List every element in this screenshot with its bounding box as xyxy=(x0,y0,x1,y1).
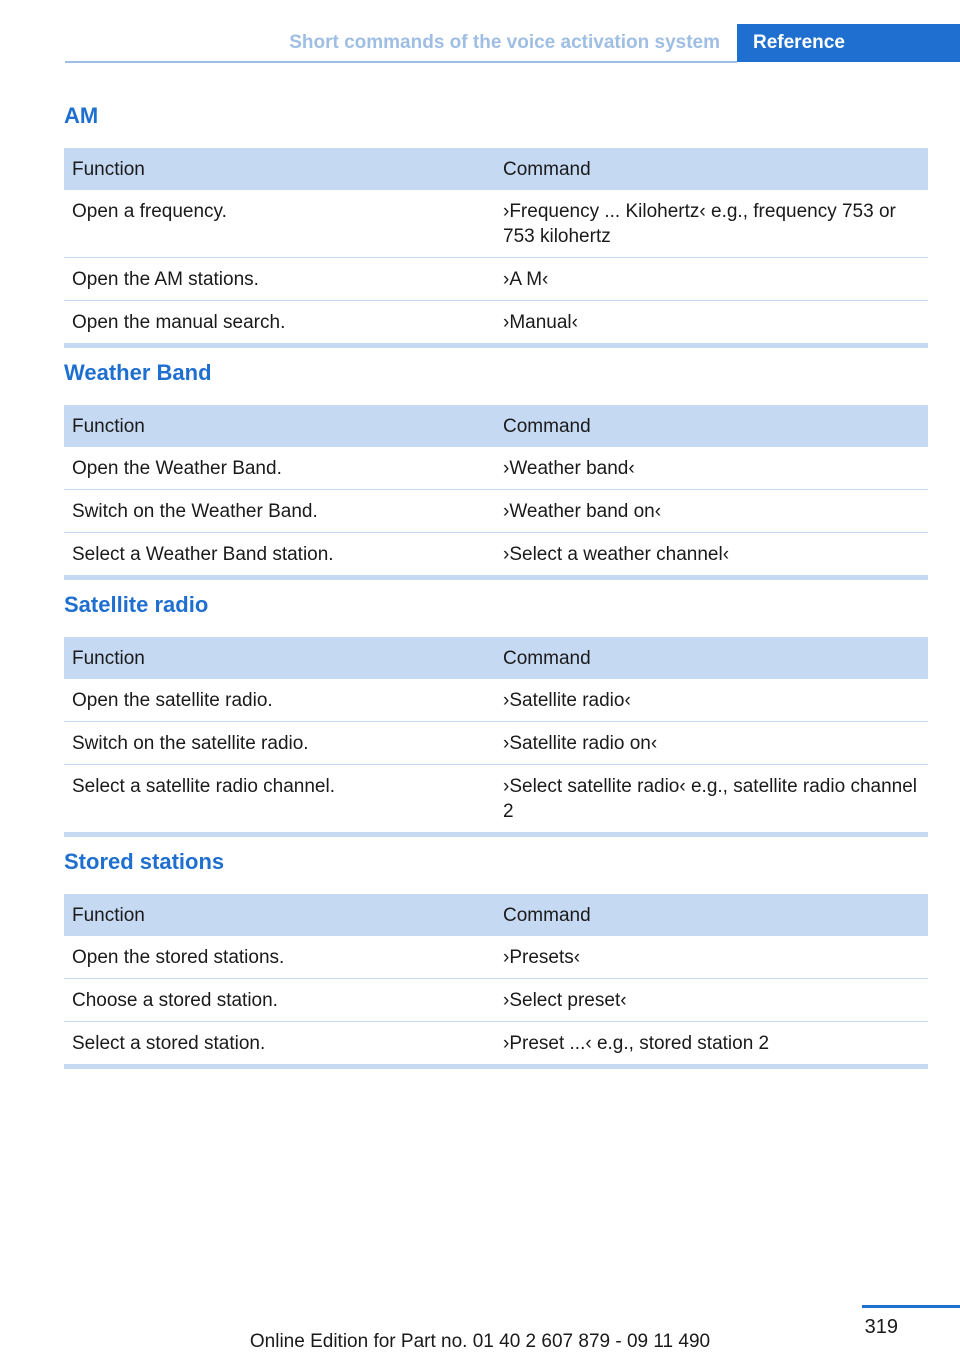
section-title: Stored stations xyxy=(64,849,225,874)
header-title: Short commands of the voice activation system xyxy=(289,32,720,53)
column-header: Function xyxy=(64,405,495,447)
table-row xyxy=(64,190,928,258)
table-row xyxy=(64,765,928,835)
section-title: AM xyxy=(64,103,99,128)
command-table xyxy=(64,894,928,1069)
command-cell: ›Select satellite radio‹ e.g., satellite radio channel 2 xyxy=(495,765,928,835)
function-cell: Open a frequency. xyxy=(64,190,495,258)
table-header-row xyxy=(64,405,928,447)
section-satellite-radio xyxy=(64,587,928,837)
table-row xyxy=(64,1022,928,1067)
column-header: Function xyxy=(64,148,495,190)
command-cell: ›Manual‹ xyxy=(495,301,928,346)
column-header: Function xyxy=(64,894,495,936)
table-row xyxy=(64,679,928,722)
command-table xyxy=(64,637,928,837)
column-header: Command xyxy=(495,405,928,447)
column-header: Function xyxy=(64,637,495,679)
function-cell: Open the manual search. xyxy=(64,301,495,346)
command-cell: ›Presets‹ xyxy=(495,936,928,979)
page-header xyxy=(65,24,960,62)
table-row xyxy=(64,258,928,301)
function-cell: Open the Weather Band. xyxy=(64,447,495,490)
table-row xyxy=(64,447,928,490)
command-cell: ›Frequency ... Kilohertz‹ e.g., frequency 753 or 753 kilohertz xyxy=(495,190,928,258)
table-row xyxy=(64,301,928,346)
command-cell: ›Preset ...‹ e.g., stored station 2 xyxy=(495,1022,928,1067)
table-row xyxy=(64,490,928,533)
command-table xyxy=(64,405,928,580)
column-header: Command xyxy=(495,148,928,190)
table-row xyxy=(64,533,928,578)
function-cell: Select a satellite radio channel. xyxy=(64,765,495,835)
column-header: Command xyxy=(495,894,928,936)
function-cell: Select a Weather Band station. xyxy=(64,533,495,578)
command-cell: ›Select preset‹ xyxy=(495,979,928,1022)
command-cell: ›A M‹ xyxy=(495,258,928,301)
footer-edition-note: Online Edition for Part no. 01 40 2 607 879 - 09 11 490 xyxy=(249,1331,711,1352)
command-cell: ›Satellite radio on‹ xyxy=(495,722,928,765)
section-weather-band xyxy=(64,355,928,580)
function-cell: Select a stored station. xyxy=(64,1022,495,1067)
command-table xyxy=(64,148,928,348)
table-row xyxy=(64,722,928,765)
command-cell: ›Select a weather channel‹ xyxy=(495,533,928,578)
table-row xyxy=(64,936,928,979)
function-cell: Open the satellite radio. xyxy=(64,679,495,722)
header-rule xyxy=(65,61,737,63)
command-cell: ›Weather band on‹ xyxy=(495,490,928,533)
column-header: Command xyxy=(495,637,928,679)
function-cell: Switch on the Weather Band. xyxy=(64,490,495,533)
table-header-row xyxy=(64,148,928,190)
section-am xyxy=(64,98,928,348)
page-number-rule xyxy=(862,1305,960,1308)
table-header-row xyxy=(64,637,928,679)
header-section-tab: Reference xyxy=(737,24,960,62)
function-cell: Choose a stored station. xyxy=(64,979,495,1022)
section-title: Weather Band xyxy=(64,360,212,385)
function-cell: Open the stored stations. xyxy=(64,936,495,979)
command-cell: ›Weather band‹ xyxy=(495,447,928,490)
function-cell: Switch on the satellite radio. xyxy=(64,722,495,765)
page-number: 319 xyxy=(864,1316,898,1338)
command-cell: ›Satellite radio‹ xyxy=(495,679,928,722)
table-header-row xyxy=(64,894,928,936)
section-stored-stations xyxy=(64,844,928,1069)
table-row xyxy=(64,979,928,1022)
section-title: Satellite radio xyxy=(64,592,209,617)
function-cell: Open the AM stations. xyxy=(64,258,495,301)
